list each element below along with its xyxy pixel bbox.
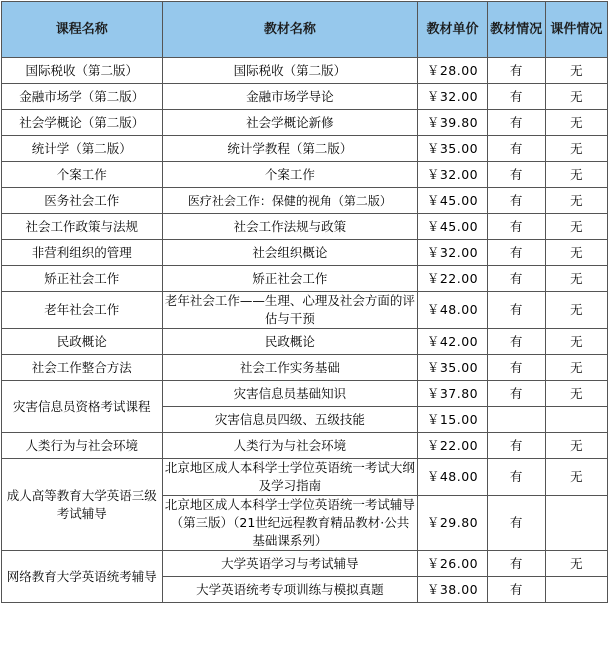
cell-book: 人类行为与社会环境 xyxy=(162,433,418,459)
table-row xyxy=(2,266,608,292)
cell-book-status: 有 xyxy=(487,292,545,329)
table-row xyxy=(2,188,608,214)
cell-book: 矫正社会工作 xyxy=(162,266,418,292)
table-row xyxy=(2,459,608,496)
cell-price: ￥35.00 xyxy=(418,355,487,381)
table-row xyxy=(2,162,608,188)
table-row xyxy=(2,551,608,577)
cell-book: 社会工作法规与政策 xyxy=(162,214,418,240)
cell-courseware-status: 无 xyxy=(545,58,607,84)
cell-book: 灾害信息员四级、五级技能 xyxy=(162,407,418,433)
cell-book-status: 有 xyxy=(487,162,545,188)
table-row xyxy=(2,329,608,355)
cell-book: 民政概论 xyxy=(162,329,418,355)
cell-book-status: 有 xyxy=(487,577,545,603)
cell-course: 民政概论 xyxy=(2,329,163,355)
cell-course: 人类行为与社会环境 xyxy=(2,433,163,459)
cell-book-status: 有 xyxy=(487,84,545,110)
cell-courseware-status: 无 xyxy=(545,266,607,292)
cell-course: 网络教育大学英语统考辅导 xyxy=(2,551,163,603)
cell-courseware-status: 无 xyxy=(545,551,607,577)
header-book-status: 教材情况 xyxy=(487,2,545,58)
table-row xyxy=(2,110,608,136)
cell-courseware-status: 无 xyxy=(545,381,607,407)
cell-price: ￥22.00 xyxy=(418,266,487,292)
cell-course: 灾害信息员资格考试课程 xyxy=(2,381,163,433)
cell-book: 金融市场学导论 xyxy=(162,84,418,110)
cell-price: ￥45.00 xyxy=(418,188,487,214)
cell-price: ￥32.00 xyxy=(418,240,487,266)
cell-book: 统计学教程（第二版） xyxy=(162,136,418,162)
cell-course: 矫正社会工作 xyxy=(2,266,163,292)
header-course: 课程名称 xyxy=(2,2,163,58)
cell-price: ￥48.00 xyxy=(418,459,487,496)
cell-book-status: 有 xyxy=(487,381,545,407)
cell-price: ￥42.00 xyxy=(418,329,487,355)
cell-book-status: 有 xyxy=(487,355,545,381)
table-row xyxy=(2,136,608,162)
cell-book-status: 有 xyxy=(487,329,545,355)
cell-book: 社会工作实务基础 xyxy=(162,355,418,381)
cell-price: ￥39.80 xyxy=(418,110,487,136)
table-row xyxy=(2,381,608,407)
cell-book-status xyxy=(487,407,545,433)
cell-book: 大学英语学习与考试辅导 xyxy=(162,551,418,577)
cell-course: 医务社会工作 xyxy=(2,188,163,214)
cell-book: 北京地区成人本科学士学位英语统一考试辅导（第三版）（21世纪远程教育精品教材·公共基础课系列） xyxy=(162,496,418,551)
cell-courseware-status: 无 xyxy=(545,162,607,188)
cell-course: 国际税收（第二版） xyxy=(2,58,163,84)
cell-courseware-status: 无 xyxy=(545,136,607,162)
cell-book: 医疗社会工作：保健的视角（第二版） xyxy=(162,188,418,214)
cell-book: 北京地区成人本科学士学位英语统一考试大纲及学习指南 xyxy=(162,459,418,496)
cell-course: 老年社会工作 xyxy=(2,292,163,329)
cell-book-status: 有 xyxy=(487,136,545,162)
cell-courseware-status: 无 xyxy=(545,240,607,266)
cell-book: 国际税收（第二版） xyxy=(162,58,418,84)
cell-price: ￥28.00 xyxy=(418,58,487,84)
cell-price: ￥32.00 xyxy=(418,162,487,188)
cell-book: 社会组织概论 xyxy=(162,240,418,266)
textbook-table xyxy=(1,1,608,603)
header-courseware-status: 课件情况 xyxy=(545,2,607,58)
cell-course: 金融市场学（第二版） xyxy=(2,84,163,110)
cell-course: 个案工作 xyxy=(2,162,163,188)
cell-book-status: 有 xyxy=(487,188,545,214)
cell-courseware-status: 无 xyxy=(545,214,607,240)
table-row xyxy=(2,240,608,266)
cell-price: ￥26.00 xyxy=(418,551,487,577)
cell-price: ￥45.00 xyxy=(418,214,487,240)
table-row xyxy=(2,214,608,240)
cell-book: 社会学概论新修 xyxy=(162,110,418,136)
cell-courseware-status: 无 xyxy=(545,84,607,110)
cell-book-status: 有 xyxy=(487,433,545,459)
cell-price: ￥38.00 xyxy=(418,577,487,603)
cell-course: 非营利组织的管理 xyxy=(2,240,163,266)
cell-courseware-status xyxy=(545,407,607,433)
cell-book-status: 有 xyxy=(487,214,545,240)
cell-course: 成人高等教育大学英语三级考试辅导 xyxy=(2,459,163,551)
table-row xyxy=(2,355,608,381)
cell-book: 个案工作 xyxy=(162,162,418,188)
cell-price: ￥35.00 xyxy=(418,136,487,162)
cell-price: ￥37.80 xyxy=(418,381,487,407)
cell-price: ￥15.00 xyxy=(418,407,487,433)
cell-price: ￥29.80 xyxy=(418,496,487,551)
cell-courseware-status: 无 xyxy=(545,459,607,496)
header-price: 教材单价 xyxy=(418,2,487,58)
table-body xyxy=(2,58,608,603)
cell-courseware-status xyxy=(545,577,607,603)
cell-price: ￥48.00 xyxy=(418,292,487,329)
cell-courseware-status: 无 xyxy=(545,329,607,355)
cell-book-status: 有 xyxy=(487,459,545,496)
cell-book-status: 有 xyxy=(487,110,545,136)
cell-book-status: 有 xyxy=(487,58,545,84)
table-row xyxy=(2,292,608,329)
cell-book-status: 有 xyxy=(487,240,545,266)
cell-price: ￥22.00 xyxy=(418,433,487,459)
cell-course: 社会工作政策与法规 xyxy=(2,214,163,240)
cell-courseware-status: 无 xyxy=(545,355,607,381)
cell-course: 社会工作整合方法 xyxy=(2,355,163,381)
cell-book-status: 有 xyxy=(487,266,545,292)
cell-price: ￥32.00 xyxy=(418,84,487,110)
cell-book: 灾害信息员基础知识 xyxy=(162,381,418,407)
cell-courseware-status: 无 xyxy=(545,433,607,459)
cell-course: 统计学（第二版） xyxy=(2,136,163,162)
cell-book: 大学英语统考专项训练与模拟真题 xyxy=(162,577,418,603)
table-row xyxy=(2,433,608,459)
cell-course: 社会学概论（第二版） xyxy=(2,110,163,136)
cell-book: 老年社会工作——生理、心理及社会方面的评估与干预 xyxy=(162,292,418,329)
header-row xyxy=(2,2,608,58)
cell-book-status: 有 xyxy=(487,551,545,577)
cell-courseware-status xyxy=(545,496,607,551)
cell-book-status: 有 xyxy=(487,496,545,551)
table-row xyxy=(2,84,608,110)
cell-courseware-status: 无 xyxy=(545,188,607,214)
header-book: 教材名称 xyxy=(162,2,418,58)
cell-courseware-status: 无 xyxy=(545,292,607,329)
table-row xyxy=(2,58,608,84)
cell-courseware-status: 无 xyxy=(545,110,607,136)
